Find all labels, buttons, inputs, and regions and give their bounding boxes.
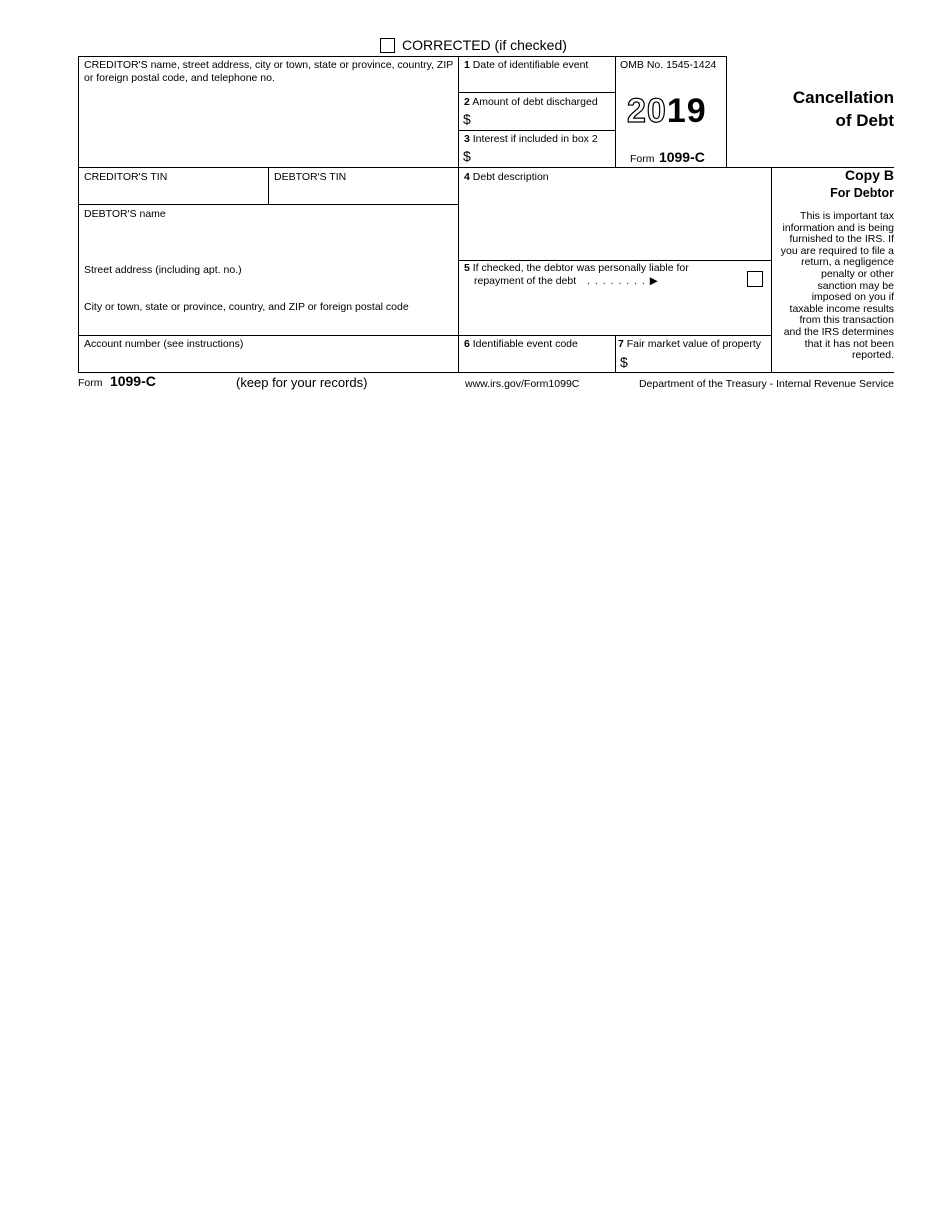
copy-notice-line: sanction may be	[817, 279, 894, 292]
debtor-name-label: DEBTOR'S name	[84, 208, 166, 220]
form-title-line1: Cancellation	[792, 88, 894, 107]
box4-field[interactable]	[459, 185, 770, 259]
copy-title: Copy B	[845, 167, 894, 183]
city-label: City or town, state or province, country, and ZIP or foreign postal code	[84, 301, 409, 313]
copy-notice-line: information and is being	[782, 221, 894, 234]
box5-text-line2: repayment of the debt	[474, 275, 577, 287]
copy-notice-line: imposed on you if	[811, 291, 894, 304]
debtor-name-field[interactable]	[79, 222, 457, 260]
box2-label	[464, 96, 598, 109]
box5-leader: . . . . . . . . ▶	[587, 275, 659, 287]
box1-field[interactable]	[459, 73, 614, 91]
copy-notice-line: from this transaction	[799, 314, 894, 327]
box4-label	[464, 171, 549, 184]
tax-year-solid: 19	[666, 92, 707, 130]
box2-field[interactable]	[474, 110, 614, 129]
copy-notice	[772, 211, 894, 362]
copy-subtitle: For Debtor	[830, 186, 894, 200]
street-address-label: Street address (including apt. no.)	[84, 264, 242, 276]
box5-number: 5	[464, 262, 470, 274]
footer-form-name: 1099-C	[109, 373, 156, 389]
omb-number: OMB No. 1545-1424	[620, 59, 717, 71]
box7-text: Fair market value of property	[626, 338, 761, 350]
box3-currency: $	[463, 148, 471, 164]
box6-field[interactable]	[459, 352, 614, 371]
creditor-info-field[interactable]	[79, 85, 457, 166]
box7-currency: $	[620, 354, 628, 370]
box7-number: 7	[618, 338, 624, 350]
tax-year	[627, 92, 707, 131]
form-id-top	[630, 149, 705, 167]
box4-number: 4	[464, 171, 470, 183]
copy-notice-line: This is important tax	[800, 210, 894, 222]
account-number-label: Account number (see instructions)	[84, 338, 244, 350]
account-number-field[interactable]	[79, 352, 457, 371]
form-title-line2: of Debt	[835, 111, 894, 130]
creditor-tin-field[interactable]	[79, 184, 267, 203]
footer-keep-note: (keep for your records)	[236, 375, 368, 390]
street-address-field[interactable]	[79, 278, 457, 298]
copy-notice-line: penalty or other	[821, 267, 894, 280]
copy-notice-line: and the IRS determines	[783, 325, 894, 338]
box1-label	[464, 59, 588, 72]
city-field[interactable]	[79, 315, 457, 334]
box6-label	[464, 338, 578, 351]
copy-notice-line: that it has not been	[804, 337, 894, 350]
creditor-info-label: CREDITOR'S name, street address, city or town, state or province, country, ZIP or foreign postal code, and telephone no.	[84, 59, 454, 84]
box6-text: Identifiable event code	[472, 338, 578, 350]
footer-department: Department of the Treasury - Internal Revenue Service	[638, 378, 894, 390]
box3-label	[464, 133, 598, 146]
box2-number: 2	[464, 96, 470, 108]
box3-field[interactable]	[474, 147, 614, 166]
box6-number: 6	[464, 338, 470, 350]
form-name-top: 1099-C	[658, 149, 705, 165]
corrected-label: CORRECTED (if checked)	[402, 37, 567, 53]
footer-form-prefix: Form	[78, 377, 103, 389]
tax-year-outline: 20	[627, 92, 667, 130]
box7-field[interactable]	[631, 352, 770, 371]
creditor-tin-label: CREDITOR'S TIN	[84, 171, 168, 183]
footer-form-id	[78, 373, 156, 391]
box2-text: Amount of debt discharged	[472, 96, 598, 108]
box5-label	[464, 262, 744, 288]
box1-number: 1	[464, 59, 470, 71]
corrected-checkbox[interactable]	[380, 38, 395, 53]
debtor-tin-field[interactable]	[269, 184, 457, 203]
box4-text: Debt description	[472, 171, 549, 183]
box5-checkbox[interactable]	[747, 271, 763, 287]
box1-text: Date of identifiable event	[472, 59, 589, 71]
box3-text: Interest if included in box 2	[472, 133, 598, 145]
box5-text-line1: If checked, the debtor was personally liable for	[472, 262, 689, 274]
copy-notice-line: reported.	[851, 349, 894, 362]
copy-notice-line: return, a negligence	[801, 256, 894, 269]
box7-label	[618, 338, 761, 351]
copy-notice-line: you are required to file a	[780, 244, 894, 257]
box3-number: 3	[464, 133, 470, 145]
copy-notice-line: furnished to the IRS. If	[789, 233, 894, 246]
debtor-tin-label: DEBTOR'S TIN	[274, 171, 347, 183]
footer-url: www.irs.gov/Form1099C	[465, 378, 580, 390]
box2-currency: $	[463, 111, 471, 127]
copy-notice-line: taxable income results	[789, 302, 894, 315]
form-prefix-top: Form	[630, 153, 655, 165]
form-title	[734, 86, 894, 132]
